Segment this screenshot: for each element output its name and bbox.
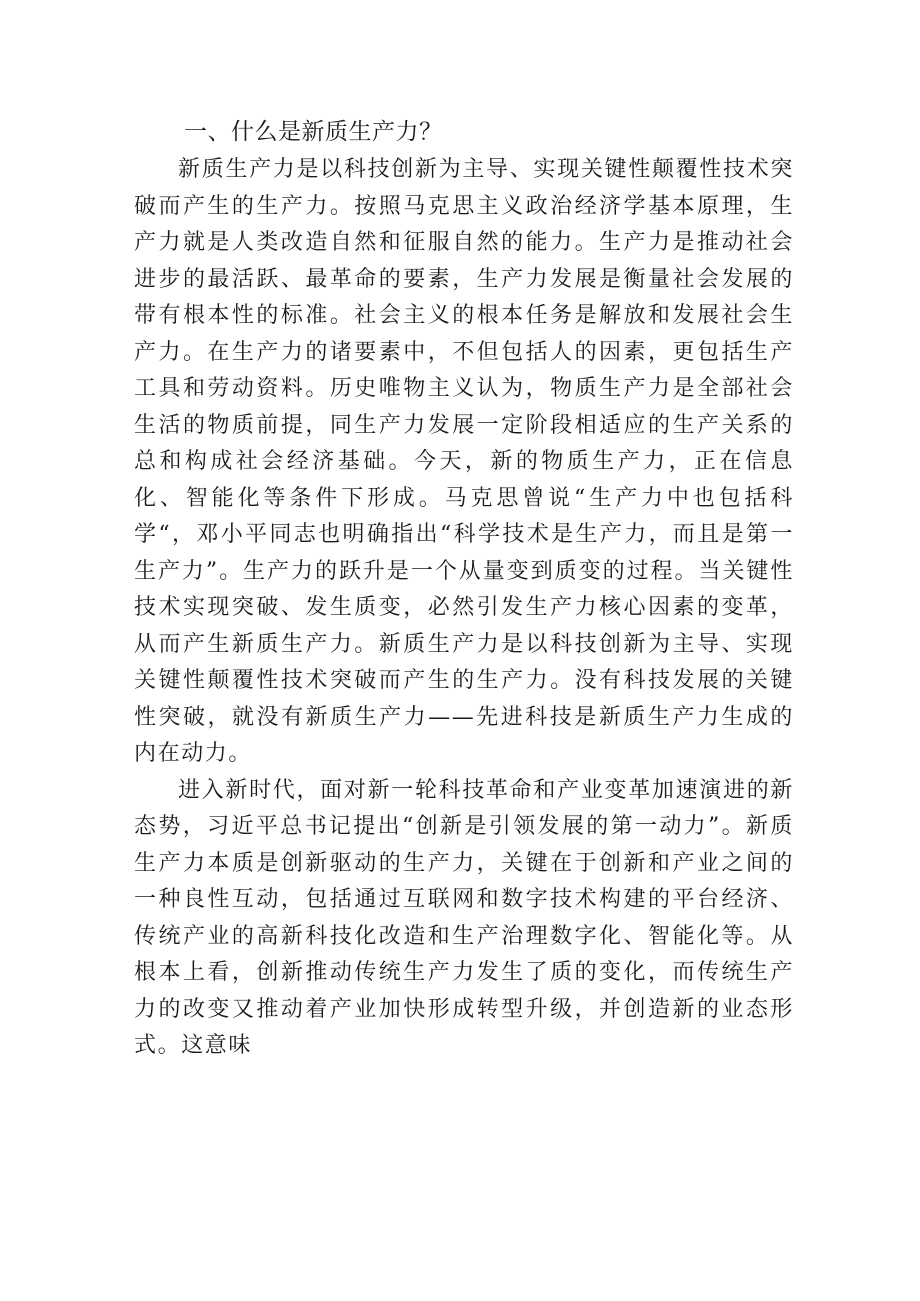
section-heading: 一、什么是新质生产力？ — [184, 119, 443, 145]
paragraph-1: 新质生产力是以科技创新为主导、实现关键性颠覆性技术突破而产生的生产力。按照马克思主义政治经济学基本原理，生产力就是人类改造自然和征服自然的能力。生产力是推动社会进步的最活跃、最革命的要素，生产力发展是衡量社会发展的带有根本性的标准。社会主义的根本任务是解放和发展社会生产力。在生产力的诸要素中，不但包括人的因素，更包括生产工具和劳动资料。历史唯物主义认为，物质生产力是全部社会生活的物质前提，同生产力发展一定阶段相适应的生产关系的总和构成社会经济基础。今天，新的物质生产力，正在信息化、智能化等条件下形成。马克思曾说“生产力中也包括科学“，邓小平同志也明确指出“科学技术是生产力，而且是第一生产力”。生产力的跃升是一个从量变到质变的过程。当关键性技术实现突破、发生质变，必然引发生产力核心因素的变革，从而产生新质生产力。新质生产力是以科技创新为主导、实现关键性颠覆性技术突破而产生的生产力。没有科技发展的关键性突破，就没有新质生产力——先进科技是新质生产力生成的内在动力。 — [134, 157, 794, 766]
document-body — [134, 112, 794, 1065]
paragraph-2: 进入新时代，面对新一轮科技革命和产业变革加速演进的新态势，习近平总书记提出“创新是引领发展的第一动力”。新质生产力本质是创新驱动的生产力，关键在于创新和产业之间的一种良性互动，包括通过互联网和数字技术构建的平台经济、传统产业的高新科技化改造和生产治理数字化、智能化等。从根本上看，创新推动传统生产力发生了质的变化，而传统生产力的改变又推动着产业加快形成转型升级，并创造新的业态形式。这意味 — [134, 777, 794, 1058]
